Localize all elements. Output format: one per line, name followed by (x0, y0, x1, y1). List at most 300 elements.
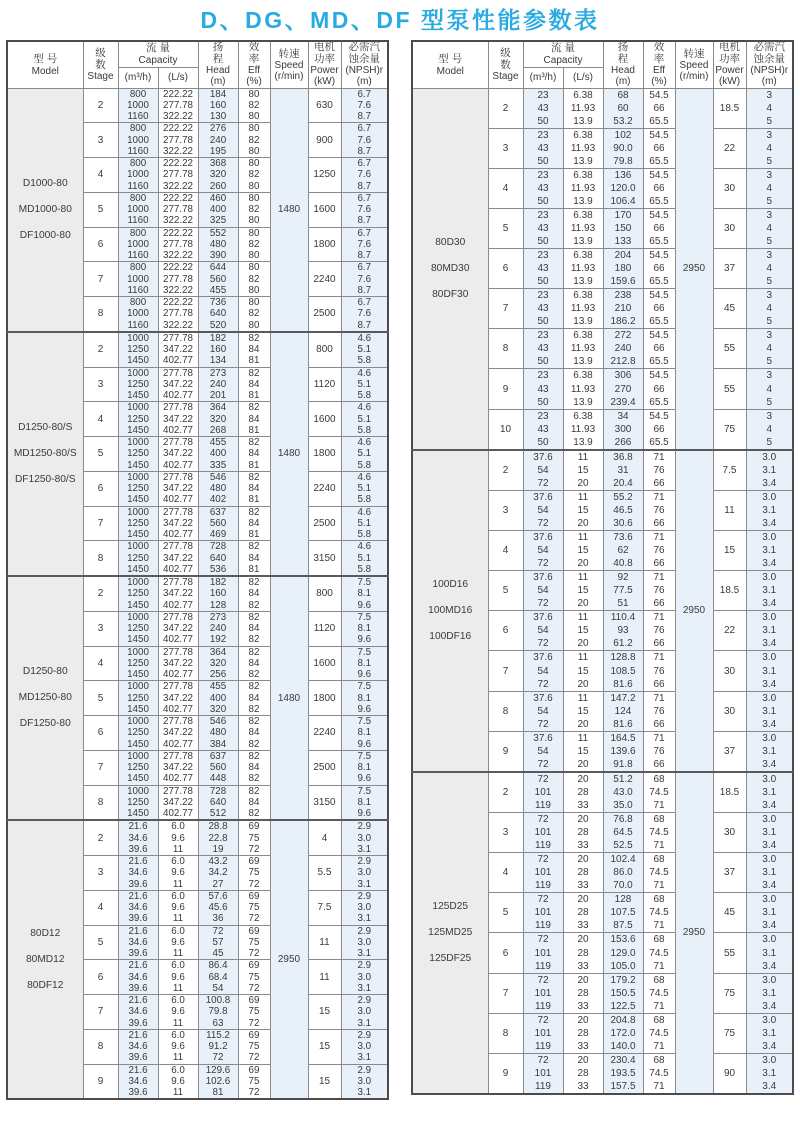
npsh-cell (746, 973, 793, 1013)
eff-cell-value: 82 (248, 750, 260, 762)
flow-ls-cell-value: 347.22 (163, 552, 193, 564)
eff-cell-value: 72 (248, 1087, 260, 1098)
power-cell: 75 (713, 409, 746, 450)
col-header-capacity (523, 41, 603, 67)
stage-cell: 7 (83, 995, 118, 1030)
flow-m3h-cell-value: 34.6 (128, 902, 148, 913)
flow-ls-cell-value: 347.22 (163, 413, 193, 425)
power-cell: 4 (308, 820, 341, 855)
eff-cell (643, 168, 675, 208)
head-cell-value: 320 (209, 703, 227, 715)
flow-m3h-cell (523, 369, 563, 409)
head-cell-value: 81.6 (613, 718, 633, 730)
head-cell (603, 772, 643, 813)
flow-m3h-cell (118, 297, 158, 332)
npsh-cell-value: 4.6 (357, 332, 372, 344)
flow-ls-cell (563, 1013, 603, 1053)
model-name: 80D30 (435, 236, 466, 248)
npsh-cell (341, 646, 388, 681)
npsh-cell (341, 576, 388, 611)
head-cell-value: 180 (614, 263, 632, 275)
flow-ls-cell-value: 222.22 (163, 123, 193, 135)
head-cell-value: 130 (209, 111, 227, 122)
flow-m3h-cell-value: 1450 (127, 703, 149, 715)
col-header-power (308, 41, 341, 88)
flow-m3h-cell-value: 1000 (127, 273, 149, 285)
col-header-head-unit: (m) (210, 76, 226, 88)
model-name: MD1250-80/S (13, 447, 77, 459)
flow-m3h-cell (118, 785, 158, 820)
npsh-cell-value: 3.0 (357, 1041, 372, 1052)
head-cell-value: 134 (209, 355, 227, 367)
flow-m3h-cell-value: 1250 (127, 588, 149, 600)
flow-m3h-cell-value: 50 (537, 195, 549, 207)
head-cell-value: 240 (209, 378, 227, 390)
stage-header-cn (489, 48, 523, 71)
eff-cell-value: 68 (653, 934, 665, 946)
flow-ls-cell-value: 11 (172, 982, 184, 994)
npsh-cell (746, 369, 793, 409)
stage-cell: 9 (488, 731, 523, 772)
head-cell-value: 230.4 (610, 1054, 636, 1066)
flow-ls-cell-value: 15 (577, 545, 589, 557)
head-cell (603, 329, 643, 369)
flow-ls-cell (158, 681, 198, 716)
flow-m3h-cell-value: 1450 (127, 808, 149, 819)
flow-ls-cell-value: 11 (172, 1052, 184, 1064)
model-header-cn: 型 号 (33, 53, 58, 65)
npsh-cell-value: 4 (766, 263, 773, 275)
flow-ls-unit: (L/s) (168, 72, 188, 83)
power-cell: 1600 (308, 646, 341, 681)
eff-cell-value: 82 (248, 99, 260, 111)
eff-cell-value: 80 (248, 123, 260, 135)
col-header-npsh (341, 41, 388, 88)
head-cell-value: 93 (617, 625, 629, 637)
flow-m3h-cell-value: 50 (537, 276, 549, 288)
npsh-cell (746, 128, 793, 168)
npsh-cell-value: 5.1 (357, 483, 372, 494)
npsh-cell-value: 9.6 (357, 669, 372, 680)
head-cell-value: 110.4 (610, 612, 636, 624)
col-header-eff (643, 41, 675, 88)
power-cell: 2500 (308, 297, 341, 332)
flow-ls-cell (563, 933, 603, 973)
flow-ls-cell (158, 123, 198, 158)
head-cell-value: 45.6 (208, 902, 228, 913)
power-cell: 2500 (308, 750, 341, 785)
col-header-head-wrap (199, 42, 238, 87)
stage-cell: 9 (488, 1053, 523, 1094)
eff-cell (643, 1053, 675, 1094)
eff-cell-value: 82 (248, 738, 260, 750)
head-cell-value: 728 (209, 541, 227, 553)
flow-m3h-cell-value: 72 (537, 974, 549, 986)
npsh-cell (341, 471, 388, 506)
npsh-cell-value: 3.1 (762, 464, 777, 476)
power-cell: 75 (713, 973, 746, 1013)
col-header-model (7, 41, 83, 88)
head-cell-value: 40.8 (613, 558, 633, 570)
eff-cell (238, 995, 270, 1030)
npsh-cell-value: 5.8 (357, 459, 372, 471)
head-cell (198, 646, 238, 681)
eff-cell-value: 71 (653, 840, 665, 852)
npsh-cell-value: 7.5 (357, 611, 372, 623)
npsh-cell (746, 249, 793, 289)
eff-cell-value: 68 (653, 773, 665, 785)
col-header-npsh-wrap (747, 42, 793, 87)
power-cell: 37 (713, 853, 746, 893)
flow-ls-cell-value: 9.6 (171, 1006, 185, 1018)
head-cell (603, 450, 643, 491)
flow-m3h-cell (118, 716, 158, 751)
stage-cell: 8 (83, 1029, 118, 1064)
flow-m3h-cell-value: 72 (537, 598, 549, 610)
flow-m3h-cell-value: 72 (537, 518, 549, 529)
npsh-cell-value: 3.1 (762, 545, 777, 557)
stage-cell: 3 (488, 128, 523, 168)
col-header-head-en: Head (206, 65, 230, 77)
npsh-cell-value: 3.0 (357, 1006, 372, 1018)
flow-ls-cell-value: 6.38 (573, 410, 593, 422)
flow-m3h-cell-value: 37.6 (533, 732, 553, 744)
stage-header-wrap (84, 46, 118, 83)
eff-cell-value: 75 (248, 902, 260, 913)
head-cell (198, 227, 238, 262)
col-header-power-cn-line: 电机 (314, 41, 335, 54)
eff-cell-value: 82 (248, 332, 260, 344)
col-header-eff (238, 41, 270, 88)
col-header-stage (83, 41, 118, 88)
head-cell (603, 289, 643, 329)
flow-m3h-cell-value: 1000 (127, 402, 149, 414)
npsh-cell (341, 192, 388, 227)
eff-cell-value: 68 (653, 814, 665, 826)
head-cell (198, 437, 238, 472)
eff-cell-value: 66 (653, 263, 665, 275)
flow-ls-cell-value: 11.93 (570, 222, 596, 234)
flow-ls-cell-value: 277.78 (163, 367, 193, 379)
eff-cell-value: 71 (653, 572, 665, 584)
flow-ls-cell-value: 277.78 (163, 471, 193, 483)
eff-cell-value: 84 (248, 588, 260, 600)
flow-ls-cell-value: 402.77 (163, 424, 193, 436)
flow-m3h-cell-value: 43 (537, 102, 549, 114)
flow-ls-cell (563, 1053, 603, 1094)
eff-cell-value: 65.5 (649, 316, 669, 328)
npsh-cell-value: 3.4 (762, 678, 777, 690)
eff-cell-value: 69 (248, 925, 260, 937)
head-cell-value: 27 (212, 878, 224, 890)
eff-cell-value: 72 (248, 913, 260, 925)
flow-ls-cell-value: 11 (172, 913, 184, 925)
npsh-cell-value: 6.7 (357, 158, 372, 169)
col-header-speed (675, 41, 713, 88)
head-cell-value: 147.2 (610, 692, 636, 704)
stage-cell: 7 (488, 651, 523, 691)
flow-ls-cell-value: 277.78 (163, 611, 193, 623)
stage-header-cn-line: 数 (500, 58, 511, 71)
flow-m3h-cell-value: 1000 (127, 577, 149, 588)
model-name: 100MD16 (428, 604, 473, 616)
eff-cell-value: 82 (248, 506, 260, 518)
eff-cell-value: 69 (248, 960, 260, 972)
head-cell-value: 136 (614, 169, 632, 181)
flow-ls-cell-value: 6.0 (171, 960, 185, 972)
head-cell-value: 239.4 (610, 396, 636, 408)
head-cell-value: 122.5 (610, 1000, 636, 1012)
flow-m3h-cell-value: 34.6 (128, 1075, 148, 1087)
flow-ls-cell (158, 192, 198, 227)
power-cell: 45 (713, 289, 746, 329)
head-cell (198, 158, 238, 193)
flow-m3h-cell-value: 1450 (127, 599, 149, 611)
flow-m3h-cell-value: 39.6 (128, 1017, 148, 1029)
head-cell-value: 150 (614, 222, 632, 234)
flow-m3h-cell-value: 1250 (127, 762, 149, 773)
power-cell: 75 (713, 1013, 746, 1053)
flow-m3h-cell-value: 37.6 (533, 491, 553, 503)
flow-m3h-cell-value: 119 (535, 1080, 551, 1092)
model-header-en: Model (31, 65, 59, 77)
flow-m3h-cell-value: 34.6 (128, 971, 148, 983)
flow-m3h-cell-value: 39.6 (128, 843, 148, 855)
head-cell-value: 106.4 (610, 195, 636, 207)
flow-ls-cell (563, 691, 603, 731)
head-cell-value: 53.2 (613, 115, 633, 127)
eff-cell-value: 74.5 (649, 867, 669, 879)
npsh-cell (746, 88, 793, 128)
head-cell-value: 128 (614, 894, 632, 906)
flow-ls-cell-value: 20 (577, 638, 589, 650)
power-cell: 15 (308, 1029, 341, 1064)
flow-m3h-cell-value: 43 (537, 303, 549, 315)
flow-ls-cell (563, 772, 603, 813)
power-cell: 15 (308, 1064, 341, 1099)
flow-ls-cell (563, 571, 603, 611)
stage-cell: 2 (83, 820, 118, 855)
flow-m3h-cell-value: 54 (537, 625, 549, 637)
npsh-cell-value: 3.0 (357, 832, 372, 844)
flow-ls-cell-value: 402.77 (163, 599, 193, 611)
col-header-npsh-unit: (m) (356, 76, 372, 88)
flow-m3h-cell (118, 123, 158, 158)
stage-cell: 9 (83, 1064, 118, 1099)
head-cell (198, 402, 238, 437)
flow-ls-cell-value: 20 (577, 558, 589, 570)
flow-m3h-cell-value: 34.6 (128, 867, 148, 879)
eff-cell-value: 80 (248, 215, 260, 227)
flow-m3h-unit: (m³/h) (529, 72, 557, 83)
flow-m3h-cell-value: 21.6 (128, 821, 148, 833)
head-cell-value: 100.8 (205, 995, 231, 1006)
head-cell-value: 260 (209, 180, 227, 192)
stage-cell: 3 (488, 813, 523, 853)
flow-m3h-cell (523, 249, 563, 289)
eff-cell-value: 72 (248, 1052, 260, 1064)
flow-ls-cell (563, 208, 603, 248)
head-cell-value: 36.8 (613, 451, 633, 463)
head-cell-value: 455 (209, 437, 227, 448)
eff-cell (643, 731, 675, 772)
flow-ls-cell-value: 6.0 (171, 995, 185, 1006)
flow-m3h-cell-value: 21.6 (128, 1029, 148, 1041)
flow-m3h-cell-value: 34.6 (128, 1006, 148, 1018)
npsh-cell-value: 7.5 (357, 577, 372, 588)
flow-m3h-cell-value: 1000 (127, 750, 149, 762)
eff-cell-value: 82 (248, 599, 260, 611)
npsh-cell-value: 3.1 (762, 1027, 777, 1039)
flow-ls-cell-value: 28 (577, 786, 589, 798)
eff-cell-value: 66 (653, 678, 665, 690)
power-cell: 5.5 (308, 856, 341, 891)
head-cell-value: 637 (209, 750, 227, 762)
eff-cell (643, 208, 675, 248)
power-cell: 800 (308, 332, 341, 367)
flow-m3h-cell-value: 50 (537, 115, 549, 127)
head-cell-value: 102 (614, 129, 632, 141)
head-cell-value: 276 (209, 123, 227, 135)
npsh-cell-value: 9.6 (357, 703, 372, 715)
head-cell-value: 240 (614, 343, 632, 355)
eff-cell-value: 80 (248, 111, 260, 122)
head-cell-value: 637 (209, 506, 227, 518)
col-header-npsh-cn-line: 必需汽 (753, 41, 785, 54)
eff-cell-value: 84 (248, 657, 260, 669)
eff-cell-value: 82 (248, 308, 260, 320)
head-cell-value: 192 (209, 634, 227, 646)
power-cell: 30 (713, 168, 746, 208)
npsh-cell (746, 772, 793, 813)
npsh-cell-value: 3.0 (762, 652, 777, 664)
flow-m3h-cell-value: 23 (537, 129, 549, 141)
npsh-cell-value: 5 (766, 155, 773, 167)
flow-m3h-cell-value: 1000 (127, 437, 149, 448)
flow-ls-cell-value: 20 (577, 814, 589, 826)
speed-cell: 2950 (675, 88, 713, 450)
stage-cell: 8 (488, 1013, 523, 1053)
model-cell (7, 88, 83, 332)
eff-cell (238, 297, 270, 332)
flow-ls-cell (563, 329, 603, 369)
flow-m3h-cell-value: 39.6 (128, 1052, 148, 1064)
head-cell-value: 55.2 (613, 491, 633, 503)
eff-cell-value: 72 (248, 1017, 260, 1029)
head-cell-value: 60 (617, 102, 629, 114)
model-name: 80MD30 (430, 262, 470, 274)
flow-m3h-cell-value: 119 (535, 799, 551, 811)
eff-cell-value: 66 (653, 182, 665, 194)
flow-ls-cell (563, 490, 603, 530)
flow-m3h-cell (118, 541, 158, 576)
head-cell (198, 1029, 238, 1064)
npsh-cell-value: 3.4 (762, 880, 777, 892)
eff-cell-value: 76 (653, 625, 665, 637)
flow-m3h-cell-value: 101 (534, 867, 552, 879)
stage-cell: 7 (83, 750, 118, 785)
head-cell-value: 20.4 (613, 477, 633, 489)
flow-m3h-cell-value: 1250 (127, 796, 149, 808)
eff-cell-value: 65.5 (649, 276, 669, 288)
head-cell-value: 204 (614, 250, 632, 262)
flow-ls-cell (158, 960, 198, 995)
flow-m3h-cell (118, 750, 158, 785)
npsh-cell-value: 4.6 (357, 402, 372, 414)
npsh-cell (746, 531, 793, 571)
head-cell-value: 182 (209, 332, 227, 344)
flow-ls-cell-value: 402.77 (163, 390, 193, 401)
head-cell (198, 123, 238, 158)
power-cell: 30 (713, 691, 746, 731)
npsh-cell-value: 9.6 (357, 808, 372, 819)
model-name: D1250-80 (22, 666, 68, 678)
flow-ls-cell-value: 28 (577, 1067, 589, 1079)
eff-cell-value: 84 (248, 623, 260, 634)
power-cell: 7.5 (713, 450, 746, 491)
eff-cell-value: 71 (653, 451, 665, 463)
flow-m3h-cell-value: 72 (537, 1014, 549, 1026)
npsh-cell-value: 8.1 (357, 762, 372, 773)
stage-cell: 3 (488, 490, 523, 530)
flow-ls-cell (563, 611, 603, 651)
flow-m3h-cell-value: 1160 (127, 284, 149, 296)
npsh-cell-value: 3.0 (762, 491, 777, 503)
flow-m3h-cell (523, 731, 563, 772)
flow-ls-cell-value: 6.0 (171, 1064, 185, 1076)
flow-m3h-cell-value: 1000 (127, 506, 149, 518)
power-cell: 37 (713, 731, 746, 772)
eff-cell-value: 75 (248, 832, 260, 844)
npsh-cell-value: 3.1 (762, 705, 777, 717)
speed-header-en: Speed (679, 60, 709, 71)
flow-ls-cell (563, 128, 603, 168)
head-cell-value: 455 (209, 681, 227, 693)
flow-ls-cell-value: 11 (577, 652, 589, 664)
flow-ls-cell-value: 277.78 (163, 577, 193, 588)
npsh-cell-value: 8.7 (357, 284, 372, 296)
eff-cell-value: 76 (653, 504, 665, 516)
flow-ls-cell-value: 20 (577, 894, 589, 906)
col-header-head-cn-line: 程 (617, 52, 629, 65)
eff-cell (238, 750, 270, 785)
eff-cell-value: 66 (653, 598, 665, 610)
col-header-npsh-unit: (m) (761, 76, 777, 88)
flow-ls-cell-value: 6.38 (573, 169, 593, 181)
head-cell-value: 335 (209, 459, 227, 471)
flow-m3h-cell-value: 119 (535, 1040, 551, 1052)
eff-cell-value: 82 (248, 773, 260, 785)
stage-cell: 2 (488, 772, 523, 813)
head-cell-value: 115.2 (206, 1029, 230, 1041)
flow-ls-cell-value: 277.78 (163, 238, 193, 250)
flow-ls-cell-value: 6.0 (171, 890, 185, 902)
model-name: 80MD12 (25, 953, 65, 965)
flow-ls-cell-value: 15 (577, 705, 589, 717)
eff-cell (238, 402, 270, 437)
npsh-cell-value: 4 (766, 222, 773, 234)
stage-cell: 6 (83, 716, 118, 751)
flow-ls-cell-value: 11 (172, 878, 184, 890)
head-cell-value: 186.2 (610, 316, 636, 328)
power-cell: 55 (713, 369, 746, 409)
npsh-cell (746, 208, 793, 248)
flow-m3h-cell (523, 490, 563, 530)
capacity-header-en: Capacity (543, 54, 583, 66)
flow-m3h-cell-value: 34.6 (128, 936, 148, 948)
npsh-cell-value: 3.0 (357, 936, 372, 948)
npsh-cell (341, 88, 388, 123)
